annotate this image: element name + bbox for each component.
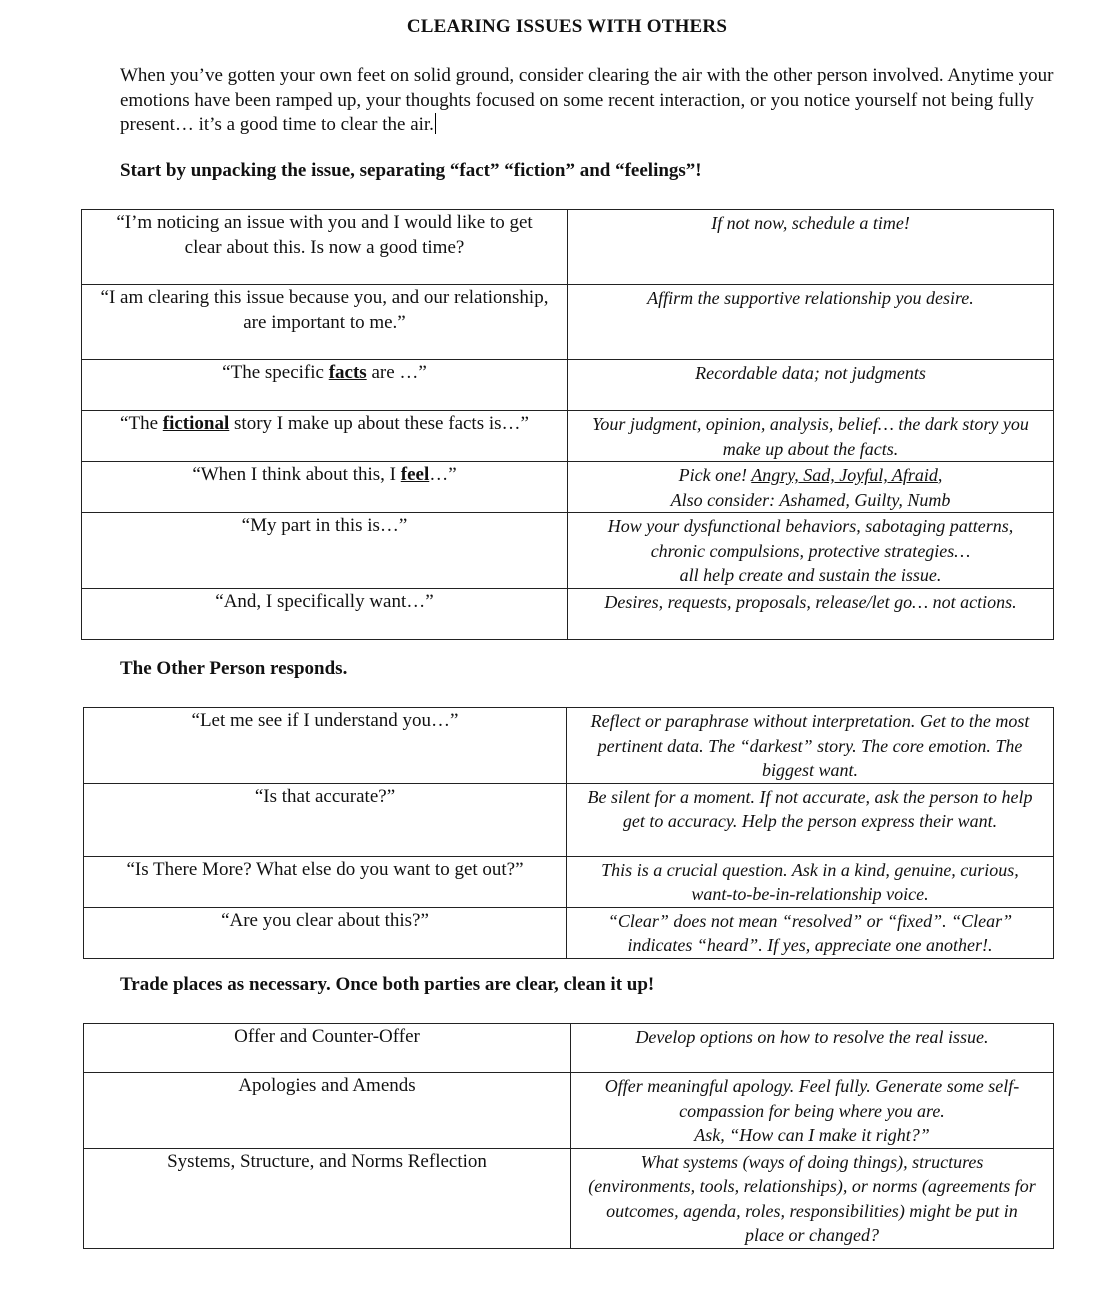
table-row: [82, 411, 1054, 462]
prompt-text: “The: [120, 413, 163, 434]
prompt-cell: [82, 411, 568, 462]
note-line: [582, 463, 1039, 488]
intro-text: When you’ve gotten your own feet on solid ground, consider clearing the air with the other person involved. Anytime your emotions have been ramped up, your thoughts focused on some recent interaction, or you notice yourself not being fully present… it’s a good time to clear the air.: [120, 65, 1054, 135]
note-cell: Be silent for a moment. If not accurate, ask the person to help get to accuracy. Help the person express their want.: [567, 783, 1054, 856]
note-text: ,: [937, 465, 943, 485]
prompt-text: “When I think about this, I: [192, 464, 401, 485]
prompt-text: story I make up about these facts is…”: [229, 413, 529, 434]
note-cell: This is a crucial question. Ask in a kind, genuine, curious, want-to-be-in-relationship voice.: [567, 856, 1054, 907]
prompt-cell: Apologies and Amends: [84, 1073, 571, 1149]
section3-table: [83, 1023, 1054, 1249]
prompt-cell: “I’m noticing an issue with you and I would like to get clear about this. Is now a good time?: [82, 210, 568, 285]
prompt-text: “The specific: [222, 362, 329, 383]
prompt-cell: Systems, Structure, and Norms Reflection: [84, 1148, 571, 1248]
note-cell: If not now, schedule a time!: [568, 210, 1054, 285]
prompt-cell: “Is There More? What else do you want to get out?”: [84, 856, 567, 907]
table-row: [82, 360, 1054, 411]
note-cell: Your judgment, opinion, analysis, belief… the dark story you make up about the facts.: [568, 411, 1054, 462]
prompt-cell: “Let me see if I understand you…”: [84, 708, 567, 784]
section1-table: [81, 209, 1054, 640]
section3-heading: Trade places as necessary. Once both parties are clear, clean it up!: [120, 974, 655, 995]
note-line: Also consider: Ashamed, Guilty, Numb: [670, 489, 951, 510]
table-row: [84, 1073, 1054, 1149]
note-line: Ask, “How can I make it right?”: [694, 1125, 930, 1145]
page-title: CLEARING ISSUES WITH OTHERS: [406, 16, 728, 37]
keyword-facts: facts: [328, 362, 367, 383]
prompt-cell: “Are you clear about this?”: [84, 907, 567, 958]
prompt-cell: [82, 462, 568, 513]
table-row: [84, 708, 1054, 784]
table-row: [82, 588, 1054, 639]
prompt-cell: Offer and Counter-Offer: [84, 1024, 571, 1073]
emotion-options: Angry, Sad, Joyful, Afraid: [751, 465, 938, 485]
note-cell: [568, 462, 1054, 513]
note-line: all help create and sustain the issue.: [679, 565, 942, 585]
keyword-fictional: fictional: [162, 413, 230, 434]
table-row: [82, 462, 1054, 513]
section2-table: [83, 707, 1054, 959]
table-row: [82, 210, 1054, 285]
prompt-text: …”: [429, 464, 457, 485]
prompt-cell: “My part in this is…”: [82, 513, 568, 589]
note-cell: Desires, requests, proposals, release/let go… not actions.: [568, 588, 1054, 639]
prompt-cell: “And, I specifically want…”: [82, 588, 568, 639]
text-cursor: [435, 113, 437, 134]
note-line: Offer meaningful apology. Feel fully. Generate some self-compassion for being where you are.: [604, 1076, 1020, 1121]
section1-heading: Start by unpacking the issue, separating “fact” “fiction” and “feelings”!: [120, 160, 702, 181]
table-row: [84, 1148, 1054, 1248]
note-text: Pick one!: [678, 465, 752, 485]
note-cell: Develop options on how to resolve the real issue.: [571, 1024, 1054, 1073]
prompt-cell: “I am clearing this issue because you, and our relationship, are important to me.”: [82, 285, 568, 360]
note-cell: What systems (ways of doing things), structures (environments, tools, relationships), or norms (agreements for outcomes, agenda, roles, responsibilities) might be put in place or changed?: [571, 1148, 1054, 1248]
note-cell: Recordable data; not judgments: [568, 360, 1054, 411]
table-row: [84, 907, 1054, 958]
table-row: [84, 783, 1054, 856]
section2-heading: The Other Person responds.: [120, 658, 348, 679]
table-row: [82, 285, 1054, 360]
prompt-text: are …”: [366, 362, 427, 383]
note-cell: “Clear” does not mean “resolved” or “fixed”. “Clear” indicates “heard”. If yes, appreciate one another!.: [567, 907, 1054, 958]
note-cell: [571, 1073, 1054, 1149]
note-cell: [568, 513, 1054, 589]
prompt-cell: [82, 360, 568, 411]
intro-paragraph: [120, 64, 1060, 138]
note-line: How your dysfunctional behaviors, sabotaging patterns, chronic compulsions, protective strategies…: [607, 516, 1014, 561]
note-cell: Reflect or paraphrase without interpretation. Get to the most pertinent data. The “darkest” story. The core emotion. The biggest want.: [567, 708, 1054, 784]
prompt-cell: “Is that accurate?”: [84, 783, 567, 856]
keyword-feel: feel: [400, 464, 430, 485]
note-cell: Affirm the supportive relationship you desire.: [568, 285, 1054, 360]
table-row: [82, 513, 1054, 589]
table-row: [84, 1024, 1054, 1073]
table-row: [84, 856, 1054, 907]
